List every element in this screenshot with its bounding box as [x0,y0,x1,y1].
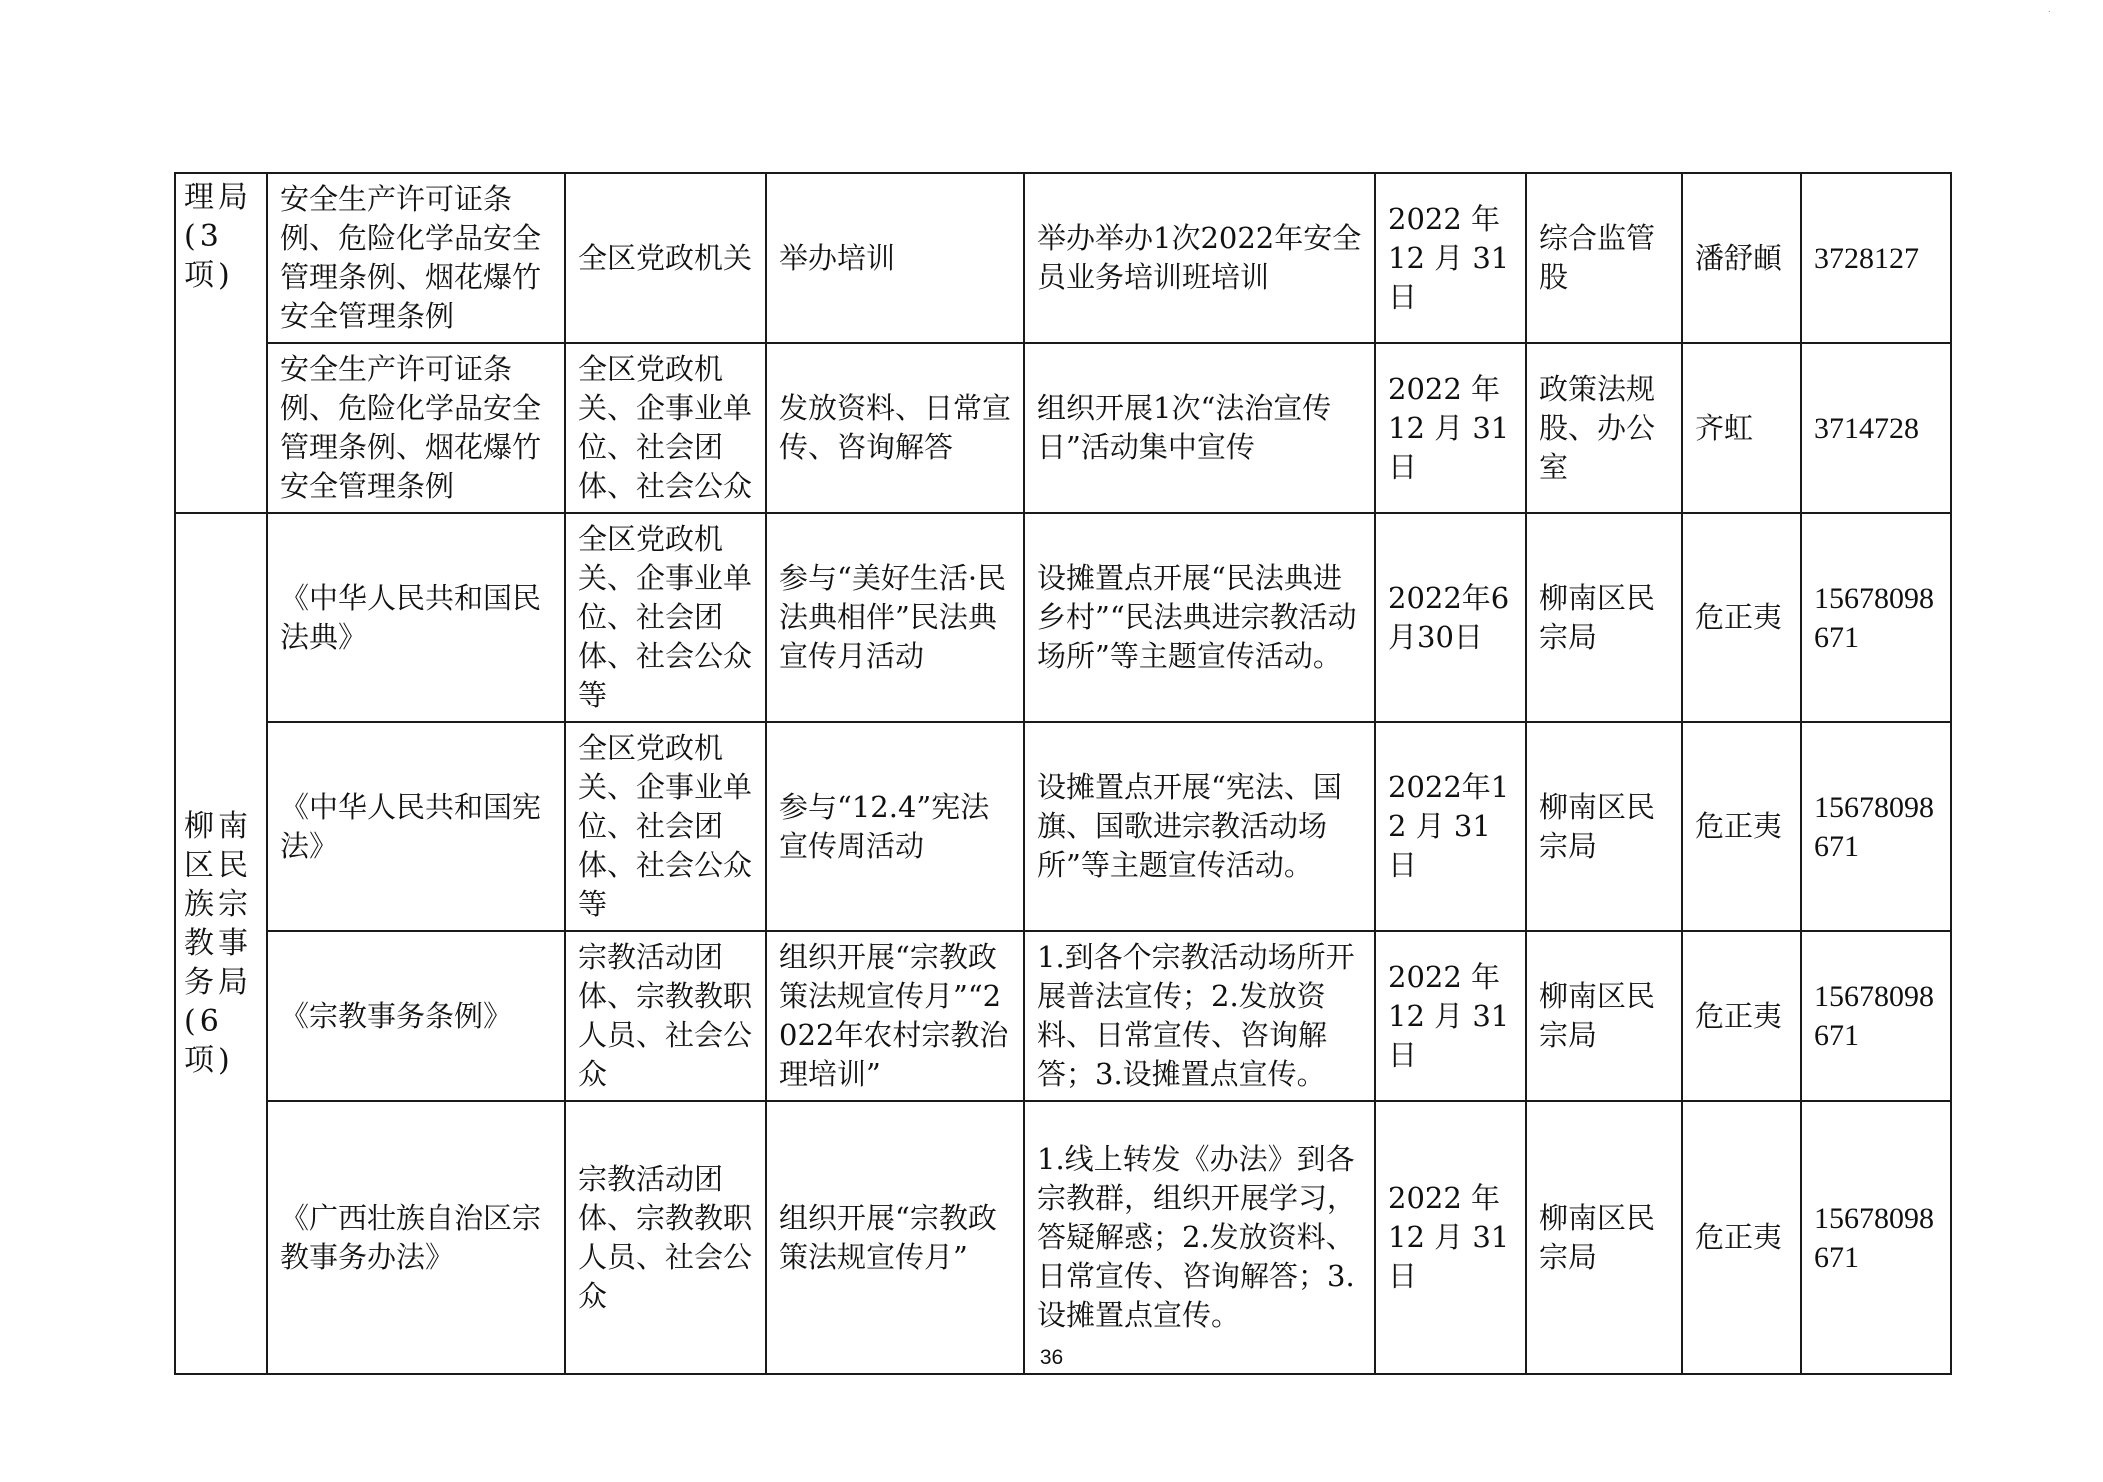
deadline-cell: 2022 年12 月 31日 [1375,343,1526,513]
table-row [175,513,1951,722]
table-row [175,1101,1951,1374]
phone-cell: 15678098671 [1801,513,1951,722]
deadline-cell: 2022 年12 月 31日 [1375,1101,1526,1374]
law-cell: 安全生产许可证条例、危险化学品安全管理条例、烟花爆竹安全管理条例 [267,343,565,513]
unit-cell: 政策法规股、办公室 [1526,343,1682,513]
table-row [175,343,1951,513]
form-cell: 参与“美好生活·民法典相伴”民法典宣传月活动 [766,513,1024,722]
phone-cell: 15678098671 [1801,722,1951,931]
table-row [175,722,1951,931]
target-cell: 全区党政机关、企事业单位、社会团体、社会公众等 [565,513,766,722]
target-cell: 全区党政机关、企事业单位、社会团体、社会公众 [565,343,766,513]
phone-cell: 3714728 [1801,343,1951,513]
unit-cell: 柳南区民宗局 [1526,1101,1682,1374]
content-cell: 设摊置点开展“宪法、国旗、国歌进宗教活动场所”等主题宣传活动。 [1024,722,1375,931]
target-cell: 宗教活动团体、宗教教职人员、社会公众 [565,931,766,1101]
content-cell: 组织开展1次“法治宣传日”活动集中宣传 [1024,343,1375,513]
target-cell: 宗教活动团体、宗教教职人员、社会公众 [565,1101,766,1374]
deadline-cell: 2022年6月30日 [1375,513,1526,722]
deadline-cell: 2022 年12 月 31日 [1375,173,1526,343]
phone-cell: 3728127 [1801,173,1951,343]
unit-cell: 柳南区民宗局 [1526,513,1682,722]
form-cell: 举办培训 [766,173,1024,343]
contact-cell: 危正夷 [1682,722,1801,931]
scan-mark: · [2047,6,2051,17]
phone-cell: 15678098671 [1801,1101,1951,1374]
form-cell: 组织开展“宗教政策法规宣传月” [766,1101,1024,1374]
law-cell: 安全生产许可证条例、危险化学品安全管理条例、烟花爆竹安全管理条例 [267,173,565,343]
content-cell: 1.线上转发《办法》到各宗教群，组织开展学习，答疑解惑；2.发放资料、日常宣传、咨询解答；3.设摊置点宣传。 [1024,1101,1375,1374]
law-cell: 《中华人民共和国民法典》 [267,513,565,722]
content-cell: 设摊置点开展“民法典进乡村”“民法典进宗教活动场所”等主题宣传活动。 [1024,513,1375,722]
target-cell: 全区党政机关 [565,173,766,343]
publicity-plan-table [174,172,1952,1375]
contact-cell: 潘舒頔 [1682,173,1801,343]
table-row [175,931,1951,1101]
unit-cell: 柳南区民宗局 [1526,722,1682,931]
form-cell: 组织开展“宗教政策法规宣传月”“2022年农村宗教治理培训” [766,931,1024,1101]
page-number: 36 [1039,1346,1064,1369]
dept-cell: 理局(3项) [175,173,267,513]
deadline-cell: 2022 年12 月 31日 [1375,931,1526,1101]
contact-cell: 危正夷 [1682,1101,1801,1374]
law-cell: 《宗教事务条例》 [267,931,565,1101]
contact-cell: 齐虹 [1682,343,1801,513]
contact-cell: 危正夷 [1682,931,1801,1101]
content-cell: 1.到各个宗教活动场所开展普法宣传；2.发放资料、日常宣传、咨询解答；3.设摊置点宣传。 [1024,931,1375,1101]
law-cell: 《广西壮族自治区宗教事务办法》 [267,1101,565,1374]
deadline-cell: 2022年12 月 31日 [1375,722,1526,931]
form-cell: 发放资料、日常宣传、咨询解答 [766,343,1024,513]
target-cell: 全区党政机关、企事业单位、社会团体、社会公众等 [565,722,766,931]
content-cell: 举办举办1次2022年安全员业务培训班培训 [1024,173,1375,343]
contact-cell: 危正夷 [1682,513,1801,722]
table-row [175,173,1951,343]
form-cell: 参与“12.4”宪法宣传周活动 [766,722,1024,931]
phone-cell: 15678098671 [1801,931,1951,1101]
unit-cell: 综合监管股 [1526,173,1682,343]
unit-cell: 柳南区民宗局 [1526,931,1682,1101]
dept-cell: 柳南区民族宗教事务局(6项) [175,513,267,1374]
law-cell: 《中华人民共和国宪法》 [267,722,565,931]
